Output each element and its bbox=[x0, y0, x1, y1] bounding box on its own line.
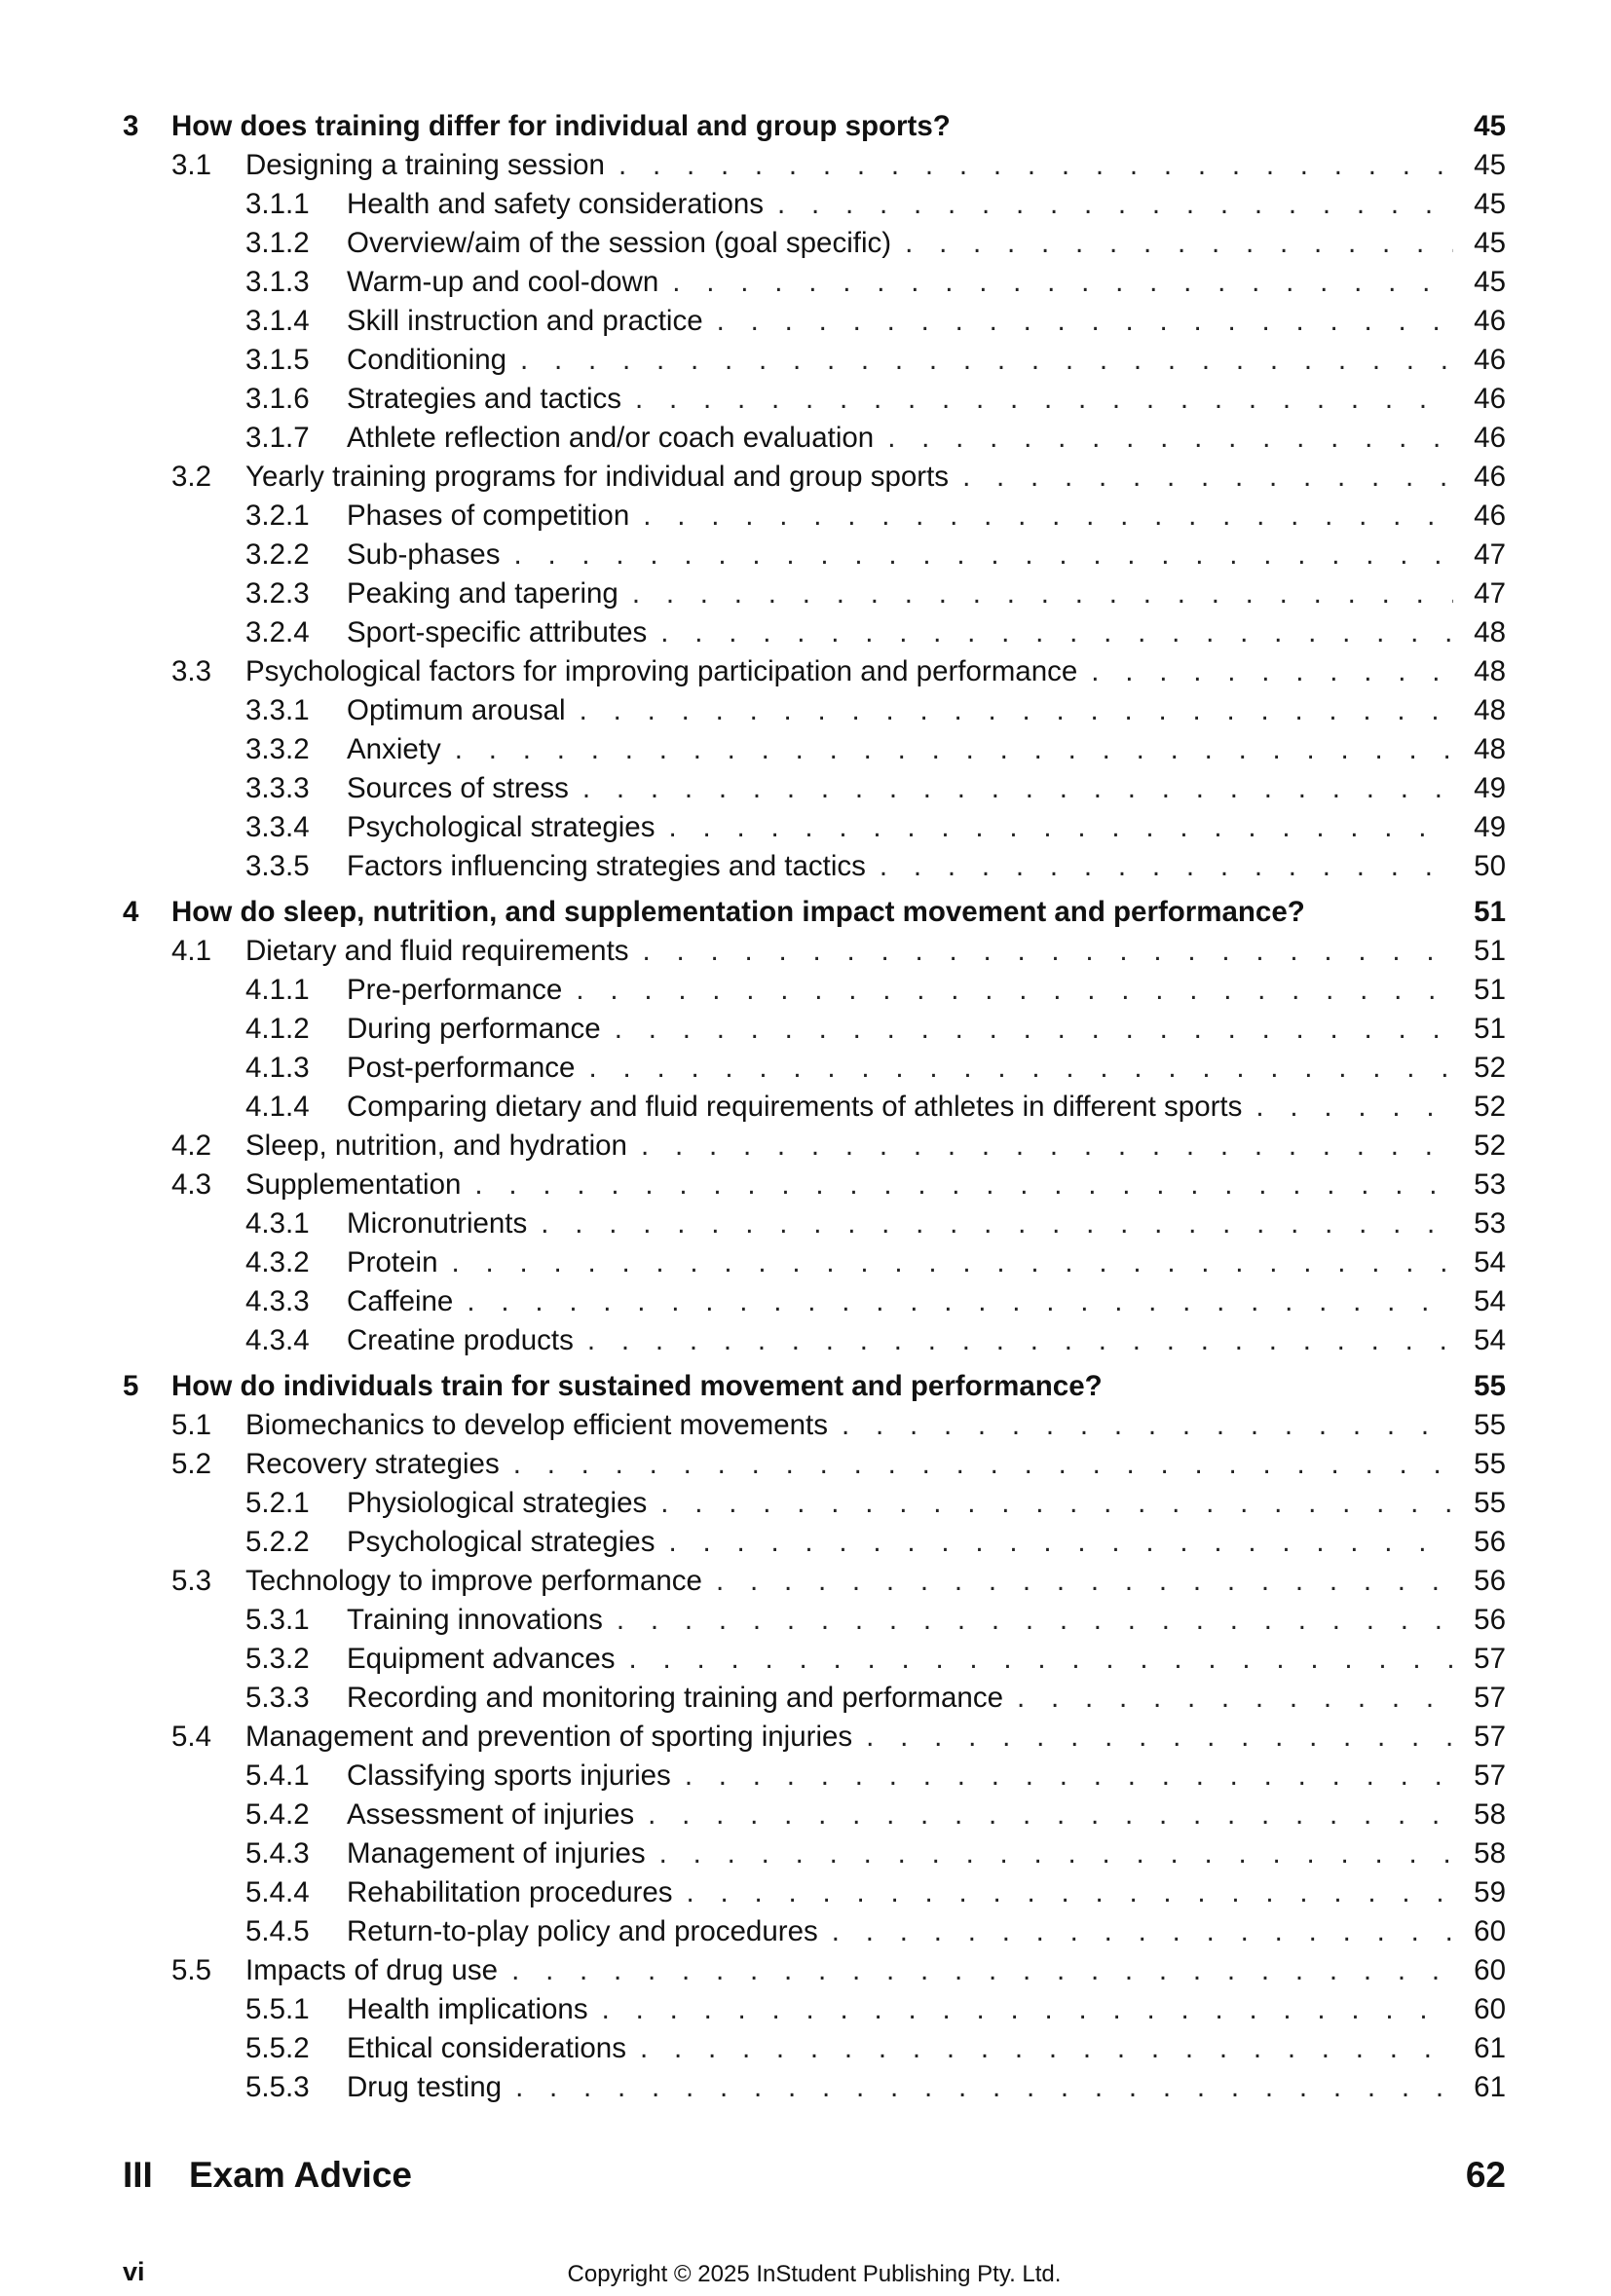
toc-dot-leader bbox=[455, 730, 1453, 769]
toc-dot-leader bbox=[513, 1445, 1453, 1484]
part-title: Exam Advice bbox=[189, 2155, 412, 2195]
toc-subsection[interactable] bbox=[123, 2068, 1506, 2107]
toc-entry-page: 56 bbox=[1474, 1565, 1506, 1597]
toc-entry-page: 48 bbox=[1474, 733, 1506, 765]
toc-entry-title: During performance bbox=[347, 1013, 601, 1045]
toc-dot-leader bbox=[511, 1951, 1453, 1990]
table-of-contents bbox=[123, 107, 1506, 2107]
toc-section[interactable] bbox=[123, 1406, 1506, 1445]
toc-entry-number: 4.1.2 bbox=[245, 1013, 310, 1045]
toc-entry-number: 5.5.2 bbox=[245, 2032, 310, 2064]
toc-entry-number: 4.3.1 bbox=[245, 1207, 310, 1240]
toc-entry-title: Caffeine bbox=[347, 1285, 454, 1317]
toc-subsection[interactable] bbox=[123, 302, 1506, 341]
toc-dot-leader bbox=[648, 1796, 1453, 1834]
toc-dot-leader bbox=[576, 971, 1453, 1010]
toc-entry-number: 3.1.3 bbox=[245, 266, 310, 298]
toc-entry-title: Psychological strategies bbox=[347, 1526, 656, 1558]
toc-entry-number: 5.4.2 bbox=[245, 1798, 310, 1831]
toc-entry-number: 3.3.1 bbox=[245, 694, 310, 726]
toc-dot-leader bbox=[451, 1243, 1453, 1282]
toc-dot-leader bbox=[515, 2068, 1453, 2107]
toc-subsection[interactable] bbox=[123, 769, 1506, 808]
toc-subsection[interactable] bbox=[123, 847, 1506, 886]
toc-entry-number: 3.3.2 bbox=[245, 733, 310, 765]
toc-entry-number: 5.3.2 bbox=[245, 1643, 310, 1675]
toc-entry-number: 3.2.2 bbox=[245, 538, 310, 571]
toc-entry-number: 5.2.2 bbox=[245, 1526, 310, 1558]
toc-dot-leader bbox=[520, 341, 1453, 380]
toc-entry-page: 57 bbox=[1474, 1721, 1506, 1753]
toc-entry-page: 57 bbox=[1474, 1682, 1506, 1714]
toc-entry-title: Sport-specific attributes bbox=[347, 616, 648, 648]
toc-entry-page: 61 bbox=[1474, 2032, 1506, 2064]
toc-subsection[interactable] bbox=[123, 1010, 1506, 1049]
toc-entry-page: 53 bbox=[1474, 1168, 1506, 1201]
toc-entry-title: Recovery strategies bbox=[245, 1448, 500, 1480]
toc-subsection[interactable] bbox=[123, 1523, 1506, 1562]
toc-entry-title: Supplementation bbox=[245, 1168, 462, 1201]
toc-subsection[interactable] bbox=[123, 730, 1506, 769]
toc-entry-page: 60 bbox=[1474, 1915, 1506, 1947]
toc-dot-leader bbox=[887, 419, 1453, 458]
toc-entry-page: 60 bbox=[1474, 1954, 1506, 1986]
toc-subsection[interactable] bbox=[123, 1873, 1506, 1912]
toc-entry-page: 48 bbox=[1474, 616, 1506, 648]
toc-entry-page: 52 bbox=[1474, 1091, 1506, 1123]
toc-entry-number: 4.3.3 bbox=[245, 1285, 310, 1317]
toc-dot-leader bbox=[880, 847, 1453, 886]
toc-entry-number: 5.5.1 bbox=[245, 1993, 310, 2025]
toc-subsection[interactable] bbox=[123, 1757, 1506, 1796]
toc-entry-page: 46 bbox=[1474, 344, 1506, 376]
toc-section[interactable] bbox=[123, 1718, 1506, 1757]
toc-entry-number: 3.1.1 bbox=[245, 188, 310, 220]
toc-dot-leader bbox=[777, 185, 1453, 224]
toc-entry-page: 45 bbox=[1474, 149, 1506, 181]
toc-entry-number: 5.5 bbox=[171, 1954, 212, 1986]
toc-subsection[interactable] bbox=[123, 1912, 1506, 1951]
toc-entry-number: 3.1.5 bbox=[245, 344, 310, 376]
toc-dot-leader bbox=[635, 380, 1453, 419]
toc-entry-title: Ethical considerations bbox=[347, 2032, 626, 2064]
toc-subsection[interactable] bbox=[123, 808, 1506, 847]
toc-dot-leader bbox=[668, 1523, 1453, 1562]
toc-entry-number: 5.2 bbox=[171, 1448, 212, 1480]
toc-entry-title: Impacts of drug use bbox=[245, 1954, 499, 1986]
toc-dot-leader bbox=[602, 1990, 1453, 2029]
toc-dot-leader bbox=[632, 574, 1453, 613]
toc-entry-page: 51 bbox=[1474, 1013, 1506, 1045]
toc-entry-number: 4.3.4 bbox=[245, 1324, 310, 1356]
toc-entry-title: Creatine products bbox=[347, 1324, 574, 1356]
toc-dot-leader bbox=[1255, 1088, 1453, 1127]
toc-entry-title: Warm-up and cool-down bbox=[347, 266, 659, 298]
toc-dot-leader bbox=[659, 1834, 1453, 1873]
toc-entry-number: 5.4.4 bbox=[245, 1876, 310, 1908]
toc-dot-leader bbox=[640, 2029, 1453, 2068]
toc-entry-page: 48 bbox=[1474, 655, 1506, 687]
toc-entry-title: Optimum arousal bbox=[347, 694, 566, 726]
part-page: 62 bbox=[1465, 2155, 1506, 2195]
toc-entry-title: Comparing dietary and fluid requirements of athletes in different sports bbox=[347, 1091, 1243, 1123]
toc-subsection[interactable] bbox=[123, 1049, 1506, 1088]
toc-section[interactable] bbox=[123, 1127, 1506, 1166]
toc-section[interactable] bbox=[123, 1166, 1506, 1204]
toc-entry-page: 45 bbox=[1474, 266, 1506, 298]
toc-subsection[interactable] bbox=[123, 1601, 1506, 1640]
toc-entry-page: 59 bbox=[1474, 1876, 1506, 1908]
toc-entry-title: Micronutrients bbox=[347, 1207, 528, 1240]
toc-dot-leader bbox=[687, 1873, 1453, 1912]
toc-subsection[interactable] bbox=[123, 1088, 1506, 1127]
toc-entry-page: 45 bbox=[1474, 227, 1506, 259]
toc-entry-title: Physiological strategies bbox=[347, 1487, 648, 1519]
toc-entry-title: Peaking and tapering bbox=[347, 577, 618, 610]
toc-subsection[interactable] bbox=[123, 1204, 1506, 1243]
toc-dot-leader bbox=[643, 497, 1453, 536]
toc-entry-number: 5.4 bbox=[171, 1721, 212, 1753]
toc-subsection[interactable] bbox=[123, 341, 1506, 380]
toc-section[interactable] bbox=[123, 932, 1506, 971]
toc-dot-leader bbox=[716, 1562, 1453, 1601]
toc-entry-title: Management and prevention of sporting injuries bbox=[245, 1721, 853, 1753]
toc-entry-page: 57 bbox=[1474, 1643, 1506, 1675]
toc-entry-title: Health and safety considerations bbox=[347, 188, 765, 220]
toc-subsection[interactable] bbox=[123, 1990, 1506, 2029]
toc-entry-title: Skill instruction and practice bbox=[347, 305, 703, 337]
toc-dot-leader bbox=[668, 808, 1453, 847]
toc-entry-page: 61 bbox=[1474, 2071, 1506, 2103]
toc-entry-page: 52 bbox=[1474, 1129, 1506, 1162]
toc-entry-number: 4.1.3 bbox=[245, 1052, 310, 1084]
toc-dot-leader bbox=[617, 1601, 1453, 1640]
toc-entry-page: 53 bbox=[1474, 1207, 1506, 1240]
toc-entry-title: Sources of stress bbox=[347, 772, 569, 804]
toc-entry-title: Sub-phases bbox=[347, 538, 501, 571]
toc-entry-title: Athlete reflection and/or coach evaluation bbox=[347, 422, 875, 454]
toc-dot-leader bbox=[513, 536, 1453, 574]
toc-dot-leader bbox=[660, 1484, 1453, 1523]
toc-entry-title: Anxiety bbox=[347, 733, 441, 765]
copyright-notice: Copyright © 2025 InStudent Publishing Pty. Ltd. bbox=[567, 2261, 1062, 2287]
toc-entry-page: 49 bbox=[1474, 811, 1506, 843]
toc-subsection[interactable] bbox=[123, 1640, 1506, 1679]
toc-entry-number: 4.1.4 bbox=[245, 1091, 310, 1123]
toc-entry-page: 48 bbox=[1474, 694, 1506, 726]
toc-entry-title: Drug testing bbox=[347, 2071, 503, 2103]
toc-entry-number: 5.2.1 bbox=[245, 1487, 310, 1519]
toc-entry-title: Yearly training programs for individual and group sports bbox=[245, 461, 950, 493]
toc-entry-page: 58 bbox=[1474, 1837, 1506, 1870]
toc-entry-number: 3.1.4 bbox=[245, 305, 310, 337]
toc-entry-number: 3.3.5 bbox=[245, 850, 310, 882]
toc-entry-page: 46 bbox=[1474, 461, 1506, 493]
page-number: vi bbox=[123, 2257, 145, 2286]
toc-dot-leader bbox=[1017, 1679, 1453, 1718]
toc-entry-page: 60 bbox=[1474, 1993, 1506, 2025]
toc-entry-number: 4 bbox=[123, 896, 139, 928]
toc-entry-title: Biomechanics to develop efficient movements bbox=[245, 1409, 828, 1441]
toc-entry-title: Factors influencing strategies and tactics bbox=[347, 850, 866, 882]
toc-entry-title: Post-performance bbox=[347, 1052, 576, 1084]
toc-entry-page: 54 bbox=[1474, 1246, 1506, 1278]
toc-dot-leader bbox=[643, 932, 1453, 971]
toc-entry-page: 50 bbox=[1474, 850, 1506, 882]
toc-dot-leader bbox=[618, 146, 1453, 185]
toc-entry-page: 51 bbox=[1474, 974, 1506, 1006]
toc-entry-page: 47 bbox=[1474, 577, 1506, 610]
toc-entry-number: 5.3.3 bbox=[245, 1682, 310, 1714]
toc-dot-leader bbox=[629, 1640, 1453, 1679]
toc-entry-number: 4.1 bbox=[171, 935, 212, 967]
toc-entry-title: Overview/aim of the session (goal specific) bbox=[347, 227, 892, 259]
toc-entry-title: Sleep, nutrition, and hydration bbox=[245, 1129, 627, 1162]
toc-chapter[interactable] bbox=[123, 107, 1506, 146]
toc-section[interactable] bbox=[123, 458, 1506, 497]
toc-subsection[interactable] bbox=[123, 224, 1506, 263]
toc-entry-title: Pre-performance bbox=[347, 974, 563, 1006]
toc-subsection[interactable] bbox=[123, 380, 1506, 419]
toc-section[interactable] bbox=[123, 1445, 1506, 1484]
toc-dot-leader bbox=[580, 691, 1453, 730]
toc-entry-number: 3.1.2 bbox=[245, 227, 310, 259]
toc-dot-leader bbox=[582, 769, 1453, 808]
toc-dot-leader bbox=[588, 1049, 1453, 1088]
toc-dot-leader bbox=[467, 1282, 1453, 1321]
toc-dot-leader bbox=[842, 1406, 1453, 1445]
toc-entry-number: 4.2 bbox=[171, 1129, 212, 1162]
toc-entry-page: 45 bbox=[1474, 188, 1506, 220]
toc-entry-number: 5.5.3 bbox=[245, 2071, 310, 2103]
toc-entry-page: 56 bbox=[1474, 1604, 1506, 1636]
toc-entry-title: Rehabilitation procedures bbox=[347, 1876, 673, 1908]
toc-entry-number: 5.3 bbox=[171, 1565, 212, 1597]
toc-subsection[interactable] bbox=[123, 574, 1506, 613]
toc-entry-title: Dietary and fluid requirements bbox=[245, 935, 629, 967]
toc-entry-number: 5.3.1 bbox=[245, 1604, 310, 1636]
toc-entry-number: 5.1 bbox=[171, 1409, 212, 1441]
toc-entry-title: How do individuals train for sustained movement and performance? bbox=[171, 1370, 1103, 1402]
toc-entry-title: Classifying sports injuries bbox=[347, 1759, 671, 1792]
toc-subsection[interactable] bbox=[123, 2029, 1506, 2068]
toc-entry-page: 51 bbox=[1474, 935, 1506, 967]
toc-dot-leader bbox=[474, 1166, 1453, 1204]
toc-entry-page: 57 bbox=[1474, 1759, 1506, 1792]
toc-entry-title: Equipment advances bbox=[347, 1643, 616, 1675]
toc-entry-page: 47 bbox=[1474, 538, 1506, 571]
toc-dot-leader bbox=[541, 1204, 1453, 1243]
toc-subsection[interactable] bbox=[123, 1321, 1506, 1360]
toc-subsection[interactable] bbox=[123, 1834, 1506, 1873]
toc-dot-leader bbox=[1091, 652, 1453, 691]
toc-entry-title: Designing a training session bbox=[245, 149, 605, 181]
toc-entry-number: 3.2.1 bbox=[245, 500, 310, 532]
toc-subsection[interactable] bbox=[123, 536, 1506, 574]
toc-entry-page: 46 bbox=[1474, 305, 1506, 337]
toc-section[interactable] bbox=[123, 1951, 1506, 1990]
toc-entry-title: How does training differ for individual and group sports? bbox=[171, 110, 951, 142]
toc-dot-leader bbox=[962, 458, 1453, 497]
toc-subsection[interactable] bbox=[123, 1282, 1506, 1321]
toc-dot-leader bbox=[587, 1321, 1453, 1360]
toc-entry-title: Protein bbox=[347, 1246, 438, 1278]
toc-entry-number: 3.1.7 bbox=[245, 422, 310, 454]
toc-entry-title: Psychological factors for improving participation and performance bbox=[245, 655, 1078, 687]
toc-subsection[interactable] bbox=[123, 1796, 1506, 1834]
toc-entry-title: Psychological strategies bbox=[347, 811, 656, 843]
toc-entry-number: 5.4.1 bbox=[245, 1759, 310, 1792]
toc-subsection[interactable] bbox=[123, 185, 1506, 224]
toc-entry-title: Recording and monitoring training and performance bbox=[347, 1682, 1003, 1714]
toc-entry-number: 3.3.3 bbox=[245, 772, 310, 804]
toc-entry-page: 54 bbox=[1474, 1324, 1506, 1356]
toc-dot-leader bbox=[832, 1912, 1453, 1951]
toc-entry-page: 49 bbox=[1474, 772, 1506, 804]
toc-section[interactable] bbox=[123, 652, 1506, 691]
toc-entry-number: 3.2 bbox=[171, 461, 212, 493]
toc-entry-number: 5.4.5 bbox=[245, 1915, 310, 1947]
part-number: III bbox=[123, 2155, 153, 2195]
toc-entry-title: Management of injuries bbox=[347, 1837, 646, 1870]
toc-entry-number: 3.1.6 bbox=[245, 383, 310, 415]
toc-subsection[interactable] bbox=[123, 497, 1506, 536]
toc-entry-number: 3 bbox=[123, 110, 139, 142]
toc-entry-page: 55 bbox=[1474, 1409, 1506, 1441]
toc-entry-page: 46 bbox=[1474, 500, 1506, 532]
toc-entry-page: 55 bbox=[1474, 1487, 1506, 1519]
toc-subsection[interactable] bbox=[123, 971, 1506, 1010]
toc-subsection[interactable] bbox=[123, 419, 1506, 458]
toc-chapter[interactable] bbox=[123, 1367, 1506, 1406]
toc-entry-page: 46 bbox=[1474, 383, 1506, 415]
toc-entry-title: Strategies and tactics bbox=[347, 383, 622, 415]
toc-dot-leader bbox=[685, 1757, 1453, 1796]
toc-chapter[interactable] bbox=[123, 893, 1506, 932]
toc-dot-leader bbox=[615, 1010, 1453, 1049]
toc-dot-leader bbox=[717, 302, 1453, 341]
toc-subsection[interactable] bbox=[123, 1679, 1506, 1718]
toc-entry-page: 58 bbox=[1474, 1798, 1506, 1831]
toc-subsection[interactable] bbox=[123, 1484, 1506, 1523]
toc-subsection[interactable] bbox=[123, 263, 1506, 302]
toc-entry-number: 4.3 bbox=[171, 1168, 212, 1201]
part-heading[interactable] bbox=[123, 2155, 1506, 2196]
toc-entry-title: Return-to-play policy and procedures bbox=[347, 1915, 818, 1947]
toc-entry-number: 3.3 bbox=[171, 655, 212, 687]
toc-entry-number: 4.3.2 bbox=[245, 1246, 310, 1278]
toc-entry-title: Assessment of injuries bbox=[347, 1798, 635, 1831]
toc-entry-number: 5 bbox=[123, 1370, 139, 1402]
toc-section[interactable] bbox=[123, 1562, 1506, 1601]
toc-subsection[interactable] bbox=[123, 613, 1506, 652]
toc-entry-number: 5.4.3 bbox=[245, 1837, 310, 1870]
toc-entry-page: 52 bbox=[1474, 1052, 1506, 1084]
toc-dot-leader bbox=[672, 263, 1453, 302]
toc-entry-number: 4.1.1 bbox=[245, 974, 310, 1006]
toc-entry-page: 51 bbox=[1474, 896, 1506, 928]
toc-dot-leader bbox=[905, 224, 1453, 263]
toc-entry-page: 46 bbox=[1474, 422, 1506, 454]
toc-entry-title: Phases of competition bbox=[347, 500, 630, 532]
toc-entry-number: 3.3.4 bbox=[245, 811, 310, 843]
toc-entry-page: 55 bbox=[1474, 1370, 1506, 1402]
toc-entry-number: 3.2.4 bbox=[245, 616, 310, 648]
toc-section[interactable] bbox=[123, 146, 1506, 185]
toc-entry-number: 3.1 bbox=[171, 149, 212, 181]
toc-entry-title: Health implications bbox=[347, 1993, 588, 2025]
toc-entry-page: 54 bbox=[1474, 1285, 1506, 1317]
toc-entry-number: 3.2.3 bbox=[245, 577, 310, 610]
page-footer bbox=[123, 2257, 1506, 2296]
toc-subsection[interactable] bbox=[123, 1243, 1506, 1282]
toc-entry-title: Training innovations bbox=[347, 1604, 603, 1636]
toc-subsection[interactable] bbox=[123, 691, 1506, 730]
toc-entry-page: 56 bbox=[1474, 1526, 1506, 1558]
toc-entry-title: Conditioning bbox=[347, 344, 507, 376]
toc-entry-title: Technology to improve performance bbox=[245, 1565, 702, 1597]
toc-dot-leader bbox=[641, 1127, 1453, 1166]
toc-entry-page: 45 bbox=[1474, 110, 1506, 142]
toc-entry-page: 55 bbox=[1474, 1448, 1506, 1480]
toc-dot-leader bbox=[866, 1718, 1453, 1757]
toc-entry-title: How do sleep, nutrition, and supplementation impact movement and performance? bbox=[171, 896, 1305, 928]
toc-dot-leader bbox=[660, 613, 1453, 652]
